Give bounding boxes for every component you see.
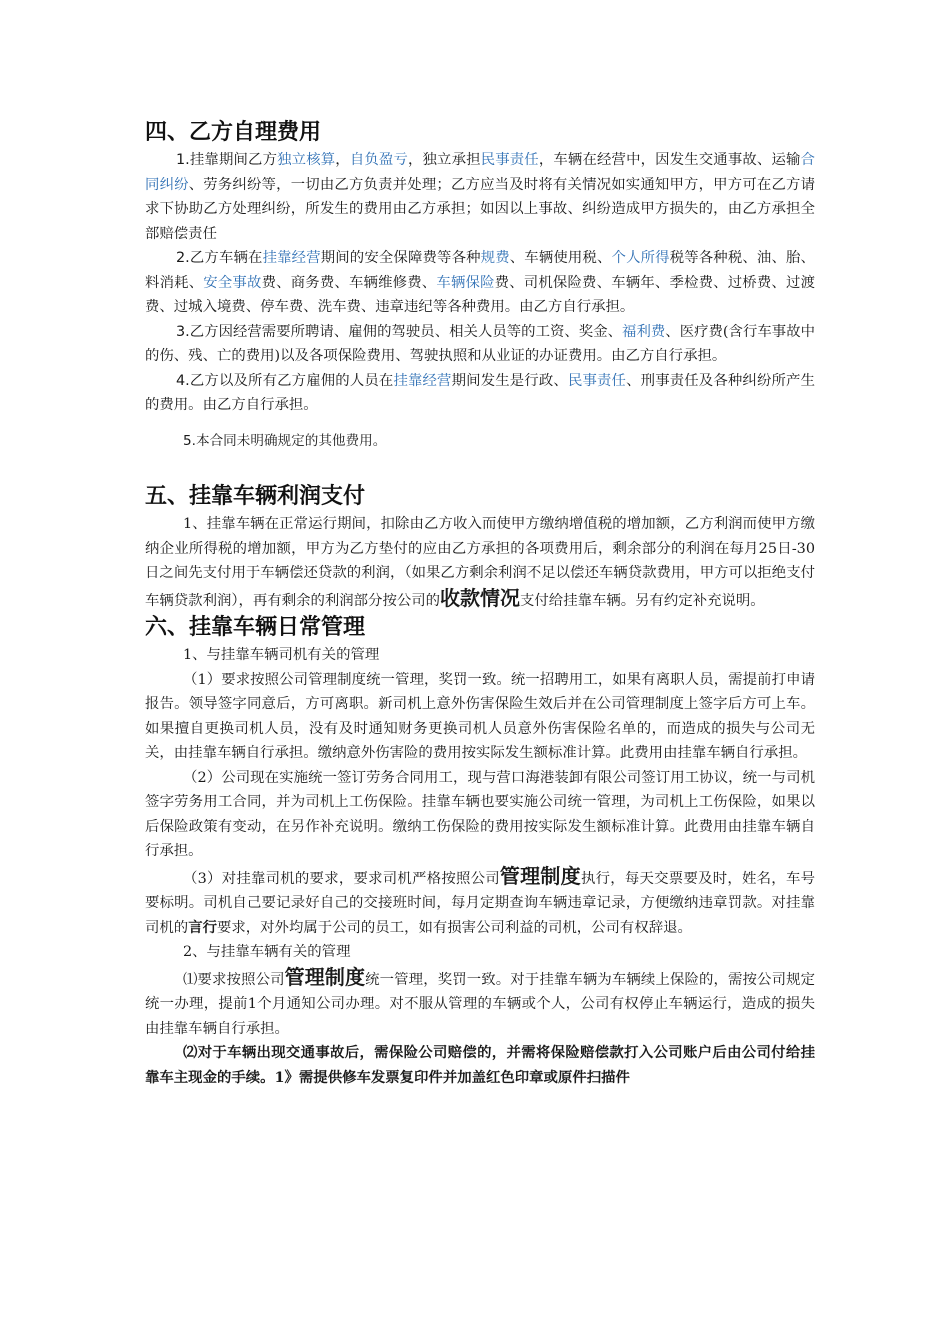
section-6-subheading-2: 2、与挂靠车辆有关的管理 (183, 944, 351, 960)
section-4-paragraph-2: 2.乙方车辆在挂靠经营期间的安全保障费等各种规费、车辆使用税、个人所得税等各种税、油、胎、料消耗、安全事故费、商务费、车辆维修费、车辆保险费、司机保险费、车辆年、季检费、过桥费、过渡费、过城入境费、停车费、洗车费、违章违纪等各种费用。由乙方自行承担。 (145, 250, 815, 315)
term-link[interactable]: 民事责任 (567, 372, 627, 389)
term-link[interactable]: 挂靠经营 (262, 250, 321, 266)
term-link[interactable]: 自负盈亏 (349, 152, 408, 168)
section-6-paragraph-3: （3）对挂靠司机的要求，要求司机严格按照公司管理制度执行，每天交票要及时，姓名，车号要标明。司机自己要记录好自己的交接班时间，每月定期查询车辆违章记录，方便缴纳违章罚款。对挂靠司机的言行要求，对外均属于公司的员工，如有损害公司利益的司机，公司有权辞退。 (145, 863, 815, 936)
section-4-paragraph-4: 4.乙方以及所有乙方雇佣的人员在挂靠经营期间发生是行政、民事责任、刑事责任及各种纠纷所产生的费用。由乙方自行承担。 (145, 372, 815, 413)
section-6-paragraph-5: ⑵对于车辆出现交通事故后，需保险公司赔偿的，并需将保险赔偿款打入公司账户后由公司付给挂靠车主现金的手续。1》需提供修车发票复印件并加盖红色印章或原件扫描件 (145, 1044, 815, 1086)
term-link[interactable]: 个人所得 (611, 250, 670, 266)
term-link[interactable]: 民事责任 (480, 152, 539, 168)
document-page (145, 118, 815, 1090)
section-6-paragraph-1: （1）要求按照公司管理制度统一管理，奖罚一致。统一招聘用工，如果有离职人员，需提前打申请报告。领导签字同意后，方可离职。新司机上意外伤害保险生效后并在公司管理制度上签字后方可上车。如果擅自更换司机人员，没有及时通知财务更换司机人员意外伤害保险名单的，而造成的损失与公司无关，由挂靠车辆自行承担。缴纳意外伤害险的费用按实际发生额标准计算。此费用由挂靠车辆自行承担。 (145, 671, 815, 761)
term-link[interactable]: 规费 (480, 250, 510, 266)
section-4-paragraph-3: 3.乙方因经营需要所聘请、雇佣的驾驶员、相关人员等的工资、奖金、福利费、医疗费(含行车事故中的伤、残、亡的费用)以及各项保险费用、驾驶执照和从业证的办证费用。由乙方自行承担。 (145, 323, 815, 364)
term-link[interactable]: 车辆保险 (436, 274, 495, 291)
term-link[interactable]: 合同纠纷 (145, 152, 815, 193)
section-6-paragraph-2: （2）公司现在实施统一签订劳务合同用工，现与营口海港装卸有限公司签订用工协议，统一与司机签字劳务用工合同，并为司机上工伤保险。挂靠车辆也要实施公司统一管理，为司机上工伤保险，如果以后保险政策有变动，在另作补充说明。缴纳工伤保险的费用按实际发生额标准计算。此费用由挂靠车辆自行承担。 (145, 769, 815, 859)
term-link[interactable]: 安全事故 (203, 274, 262, 291)
section-4-paragraph-1: 1.挂靠期间乙方独立核算，自负盈亏，独立承担民事责任，车辆在经营中，因发生交通事故、运输合同纠纷、劳务纠纷等，一切由乙方负责并处理；乙方应当及时将有关情况如实通知甲方，甲方可在乙方请求下协助乙方处理纠纷，所发生的费用由乙方承担；如因以上事故、纠纷造成甲方损失的，由乙方承担全部赔偿责任 (145, 152, 815, 242)
section-4-heading: 四、乙方自理费用 (145, 120, 322, 145)
term-link[interactable]: 独立核算 (277, 152, 336, 168)
section-6-paragraph-4: ⑴要求按照公司管理制度统一管理，奖罚一致。对于挂靠车辆为车辆续上保险的，需按公司规定统一办理，提前1个月通知公司办理。对不服从管理的车辆或个人，公司有权停止车辆运行，造成的损失由挂靠车辆自行承担。 (145, 964, 815, 1037)
section-6-heading: 六、挂靠车辆日常管理 (145, 615, 366, 640)
section-5-paragraph-1: 1、挂靠车辆在正常运行期间，扣除由乙方收入而使甲方缴纳增值税的增加额，乙方利润而使甲方缴纳企业所得税的增加额，甲方为乙方垫付的应由乙方承担的各项费用后，剩余部分的利润在每月25日-30日之间先支付用于车辆偿还贷款的利润，（如果乙方剩余利润不足以偿还车辆贷款费用，甲方可以拒绝支付车辆贷款利润），再有剩余的利润部分按公司的收款情况支付给挂靠车辆。另有约定补充说明。 (145, 516, 815, 610)
term-link[interactable]: 挂靠经营 (393, 372, 452, 389)
term-link[interactable]: 福利费 (622, 323, 666, 340)
section-6-subheading-1: 1、与挂靠车辆司机有关的管理 (183, 647, 380, 663)
section-5-heading: 五、挂靠车辆利润支付 (145, 484, 366, 509)
section-4-paragraph-5: 5.本合同未明确规定的其他费用。 (183, 432, 387, 449)
